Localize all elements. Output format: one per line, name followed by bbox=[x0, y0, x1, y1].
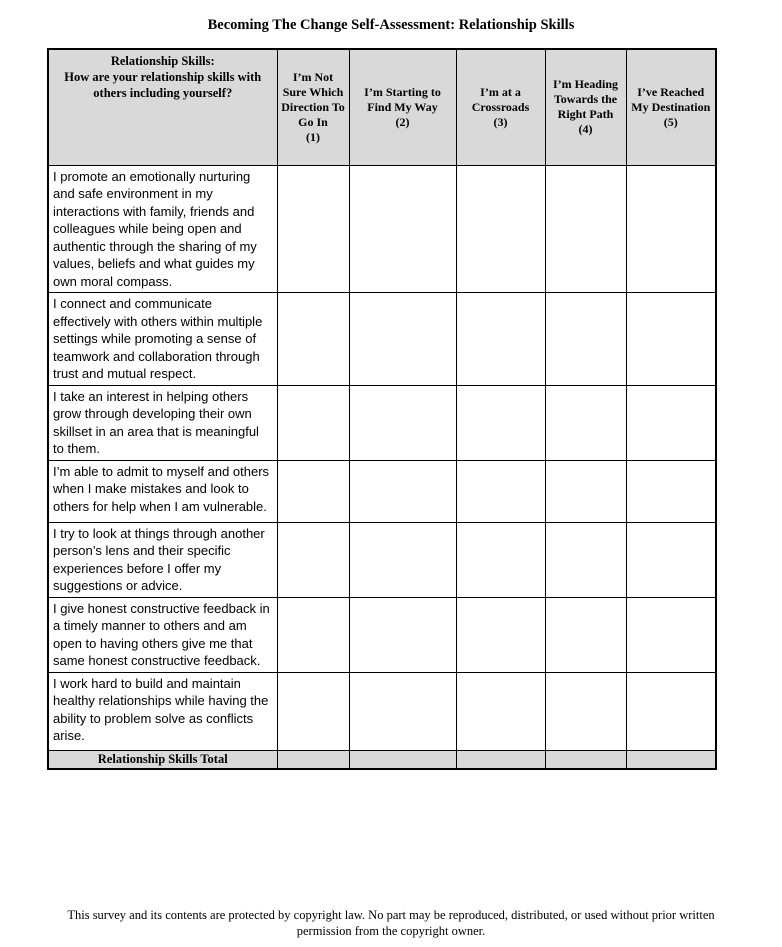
statement-cell: I promote an emotionally nurturing and safe environment in my interactions with family, friends and colleagues while being open and authentic through the sharing of my values, beliefs and what guides my own moral compass. bbox=[48, 165, 277, 293]
header-rating-2-number: (2) bbox=[395, 114, 410, 129]
header-rating-1-label: I’m Not Sure Which Direction To Go In bbox=[281, 69, 345, 129]
header-skills-question bbox=[48, 49, 277, 165]
header-rating-2 bbox=[349, 49, 456, 165]
rating-cell bbox=[456, 293, 545, 386]
copyright-line-2: permission from the copyright owner. bbox=[296, 923, 486, 938]
rating-cell bbox=[545, 522, 626, 597]
rating-cell bbox=[545, 460, 626, 522]
statement-cell: I take an interest in helping others grow through developing their own skillset in an area that is meaningful to them. bbox=[48, 385, 277, 460]
table-row bbox=[48, 597, 716, 672]
statement-cell: I try to look at things through another person’s lens and their specific experiences before I offer my suggestions or advice. bbox=[48, 522, 277, 597]
header-rating-2-label: I’m Starting to Find My Way bbox=[364, 84, 441, 114]
rating-cell bbox=[456, 522, 545, 597]
rating-cell bbox=[626, 460, 716, 522]
rating-cell bbox=[626, 385, 716, 460]
total-row-label: Relationship Skills Total bbox=[48, 750, 277, 769]
table-row bbox=[48, 672, 716, 750]
header-skills-question-text: How are your relationship skills with others including yourself? bbox=[64, 70, 262, 100]
table-row bbox=[48, 293, 716, 386]
rating-cell bbox=[277, 293, 349, 386]
header-rating-4 bbox=[545, 49, 626, 165]
header-rating-1 bbox=[277, 49, 349, 165]
header-skills-title: Relationship Skills: bbox=[110, 54, 215, 68]
rating-cell bbox=[626, 293, 716, 386]
rating-cell bbox=[626, 672, 716, 750]
header-rating-3-number: (3) bbox=[493, 114, 508, 129]
rating-cell bbox=[277, 460, 349, 522]
rating-cell bbox=[545, 597, 626, 672]
rating-cell bbox=[277, 597, 349, 672]
header-rating-4-number: (4) bbox=[578, 122, 593, 137]
rating-cell bbox=[545, 293, 626, 386]
total-rating-cell bbox=[626, 750, 716, 769]
rating-cell bbox=[349, 460, 456, 522]
rating-cell bbox=[349, 385, 456, 460]
rating-cell bbox=[456, 597, 545, 672]
rating-cell bbox=[545, 672, 626, 750]
statement-cell: I’m able to admit to myself and others when I make mistakes and look to others for help when I am vulnerable. bbox=[48, 460, 277, 522]
table-row bbox=[48, 522, 716, 597]
header-rating-5-label: I’ve Reached My Destination bbox=[631, 84, 711, 114]
total-rating-cell bbox=[456, 750, 545, 769]
rating-cell bbox=[277, 522, 349, 597]
table-row bbox=[48, 385, 716, 460]
total-rating-cell bbox=[277, 750, 349, 769]
header-rating-5 bbox=[626, 49, 716, 165]
rating-cell bbox=[349, 597, 456, 672]
table-header-row bbox=[48, 49, 716, 165]
rating-cell bbox=[349, 165, 456, 293]
copyright-notice bbox=[0, 908, 782, 939]
header-rating-3-label: I’m at a Crossroads bbox=[471, 84, 530, 114]
page-title: Becoming The Change Self-Assessment: Relationship Skills bbox=[207, 17, 575, 33]
header-rating-1-number: (1) bbox=[306, 129, 320, 144]
total-rating-cell bbox=[545, 750, 626, 769]
statement-cell: I give honest constructive feedback in a timely manner to others and am open to having others give me that same honest constructive feedback. bbox=[48, 597, 277, 672]
header-rating-3 bbox=[456, 49, 545, 165]
rating-cell bbox=[626, 165, 716, 293]
total-row bbox=[48, 750, 716, 769]
rating-cell bbox=[626, 522, 716, 597]
rating-cell bbox=[545, 385, 626, 460]
rating-cell bbox=[456, 165, 545, 293]
rating-cell bbox=[277, 385, 349, 460]
rating-cell bbox=[349, 293, 456, 386]
assessment-table bbox=[47, 48, 717, 770]
rating-cell bbox=[456, 385, 545, 460]
statement-cell: I connect and communicate effectively with others within multiple settings while promoting a sense of teamwork and collaboration through trust and mutual respect. bbox=[48, 293, 277, 386]
table-row bbox=[48, 460, 716, 522]
rating-cell bbox=[545, 165, 626, 293]
rating-cell bbox=[456, 460, 545, 522]
rating-cell bbox=[456, 672, 545, 750]
header-rating-4-label: I’m Heading Towards the Right Path bbox=[552, 77, 618, 122]
copyright-line-1: This survey and its contents are protected by copyright law. No part may be reproduced, distributed, or used without prior written bbox=[67, 908, 715, 922]
rating-cell bbox=[349, 672, 456, 750]
total-rating-cell bbox=[349, 750, 456, 769]
rating-cell bbox=[626, 597, 716, 672]
header-rating-5-number: (5) bbox=[663, 114, 678, 129]
statement-cell: I work hard to build and maintain healthy relationships while having the ability to problem solve as conflicts arise. bbox=[48, 672, 277, 750]
rating-cell bbox=[277, 672, 349, 750]
rating-cell bbox=[277, 165, 349, 293]
rating-cell bbox=[349, 522, 456, 597]
table-row bbox=[48, 165, 716, 293]
